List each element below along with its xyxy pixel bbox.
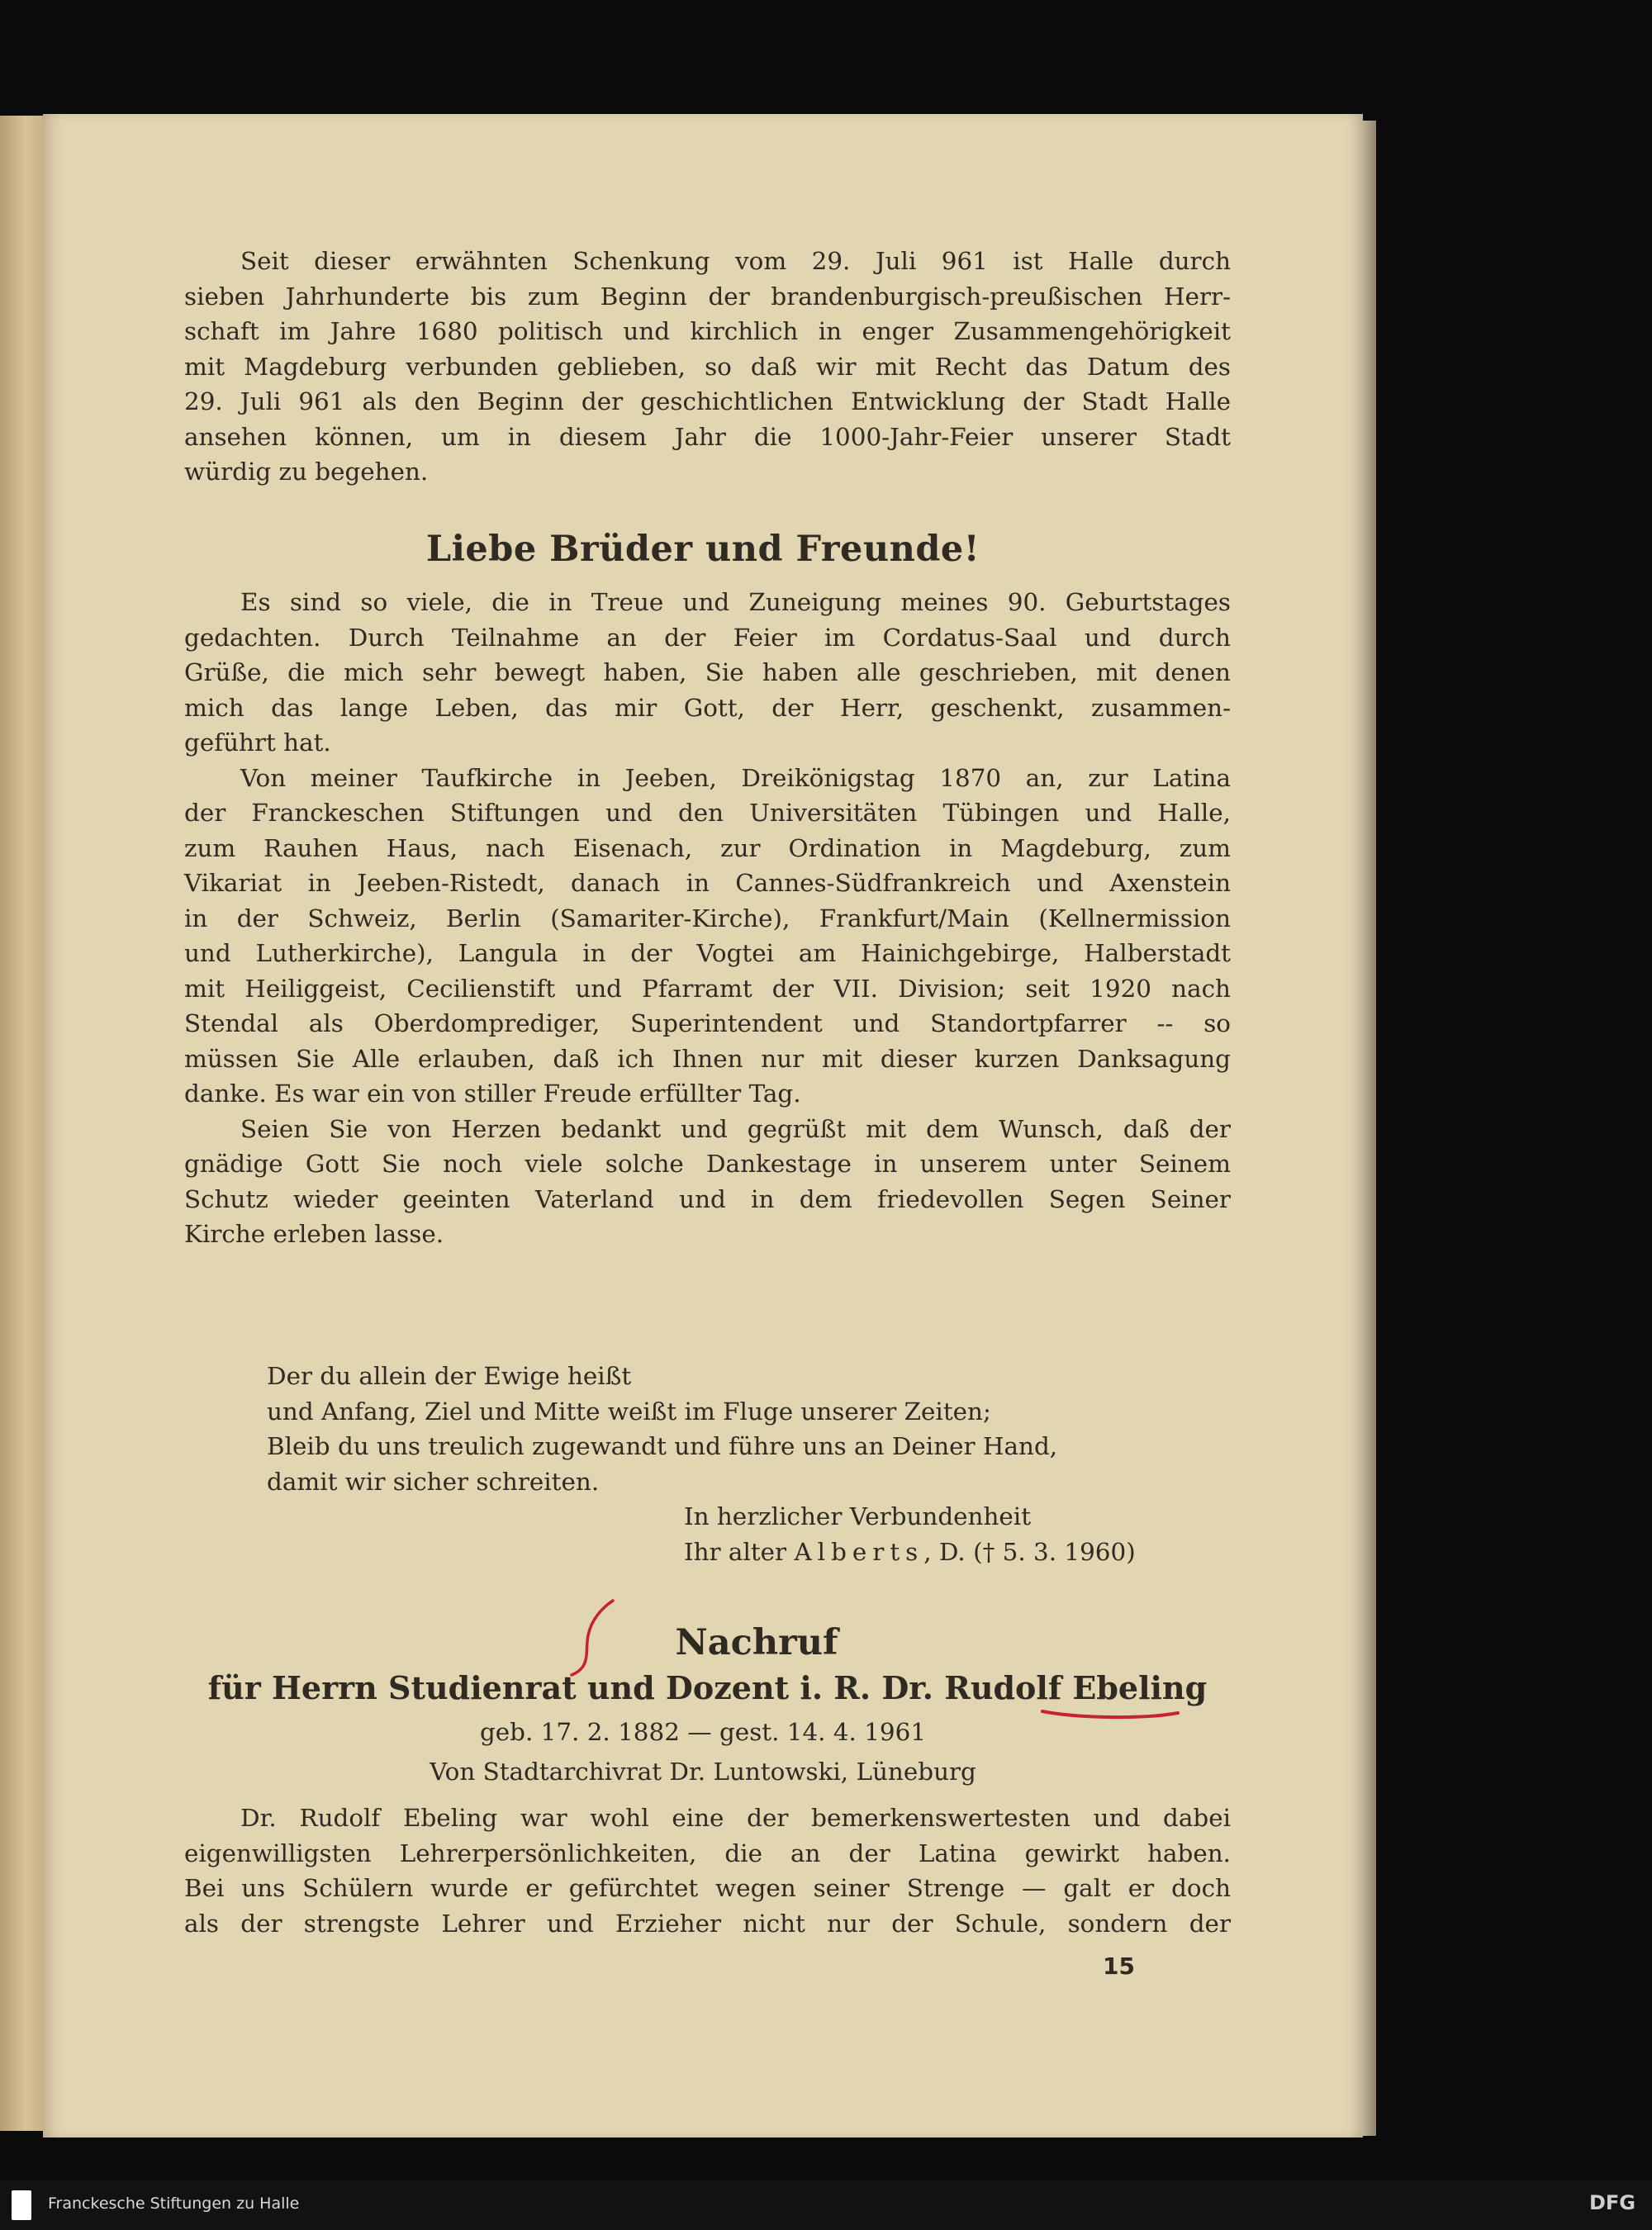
obituary-paragraph: [184, 1801, 1231, 1941]
signature-line: [684, 1535, 1136, 1570]
text-line: Dr. Rudolf Ebeling war wohl eine der bemerkenswertesten und dabei: [240, 1804, 1231, 1832]
institution-name: Franckesche Stiftungen zu Halle: [48, 2194, 300, 2213]
text-line: danke. Es war ein von stiller Freude erfüllter Tag.: [184, 1079, 801, 1108]
viewer-footer: [0, 2180, 1652, 2230]
obituary-subtitle: für Herrn Studienrat und Dozent i. R. Dr. Rudolf Ebeling: [207, 1669, 1208, 1706]
letter-signoff: [684, 1499, 1136, 1569]
text-line: mit Magdeburg verbunden geblieben, so daß wir mit Recht das Datum des: [184, 352, 1231, 381]
letter-heading: Liebe Brüder und Freunde!: [425, 529, 980, 570]
book-page: [43, 114, 1363, 2137]
text-line: Von meiner Taufkirche in Jeeben, Dreikönigstag 1870 an, zur Latina: [240, 763, 1231, 792]
signature-suffix: , D. († 5. 3. 1960): [923, 1537, 1136, 1566]
text-line: sieben Jahrhunderte bis zum Beginn der brandenburgisch-preußischen Herr-: [184, 282, 1231, 311]
text-line: würdig zu begehen.: [184, 458, 429, 486]
poem-line: Bleib du uns treulich zugewandt und führe uns an Deiner Hand,: [267, 1432, 1058, 1460]
text-line: geführt hat.: [184, 728, 331, 757]
obituary-author: Von Stadtarchivrat Dr. Luntowski, Lüneburg: [430, 1758, 976, 1786]
text-line: schaft im Jahre 1680 politisch und kirchlich in enger Zusammengehörigkeit: [184, 317, 1231, 345]
text-line: Seit dieser erwähnten Schenkung vom 29. Juli 961 ist Halle durch: [240, 247, 1231, 275]
letter-body: [184, 585, 1231, 1252]
text-line: Seien Sie von Herzen bedankt und gegrüßt mit dem Wunsch, daß der: [240, 1114, 1231, 1143]
intro-paragraph: [184, 244, 1231, 490]
text-line: gedachten. Durch Teilnahme an der Feier im Cordatus-Saal und durch: [184, 623, 1231, 652]
text-line: Es sind so viele, die in Treue und Zuneigung meines 90. Geburtstages: [240, 588, 1231, 616]
text-line: Schutz wieder geeinten Vaterland und in dem friedevollen Segen Seiner: [184, 1184, 1231, 1213]
text-line: müssen Sie Alle erlauben, daß ich Ihnen nur mit dieser kurzen Danksagung: [184, 1044, 1231, 1073]
text-line: in der Schweiz, Berlin (Samariter-Kirche), Frankfurt/Main (Kellnermission: [184, 904, 1231, 932]
text-line: Stendal als Oberdomprediger, Superintendent und Standortpfarrer -- so: [184, 1009, 1231, 1037]
poem-line: und Anfang, Ziel und Mitte weißt im Fluge unserer Zeiten;: [267, 1397, 991, 1426]
page-edge-shadow: [1363, 121, 1376, 2136]
poem-stanza: [267, 1359, 1057, 1499]
text-line: und Lutherkirche), Langula in der Vogtei am Hainichgebirge, Halberstadt: [184, 939, 1231, 967]
page-number: 15: [1103, 1952, 1135, 1980]
text-line: der Franckeschen Stiftungen und den Universitäten Tübingen und Halle,: [184, 799, 1231, 827]
adjacent-page-edge: [0, 116, 43, 2131]
poem-line: Der du allein der Ewige heißt: [267, 1362, 632, 1390]
obituary-dates: geb. 17. 2. 1882 — gest. 14. 4. 1961: [479, 1718, 927, 1746]
institution-logo-icon: [12, 2190, 31, 2220]
dfg-logo: DFG: [1588, 2191, 1635, 2214]
text-line: eigenwilligsten Lehrerpersönlichkeiten, die an der Latina gewirkt haben.: [184, 1839, 1231, 1867]
text-line: mich das lange Leben, das mir Gott, der Herr, geschenkt, zusammen-: [184, 693, 1231, 722]
text-line: mit Heiliggeist, Cecilienstift und Pfarramt der VII. Division; seit 1920 nach: [184, 974, 1231, 1003]
text-line: ansehen können, um in diesem Jahr die 1000-Jahr-Feier unserer Stadt: [184, 422, 1231, 451]
text-line: Kirche erleben lasse.: [184, 1220, 444, 1248]
signature-name: Alberts: [794, 1537, 924, 1566]
annotation-underline-mark: [1042, 1711, 1178, 1717]
text-line: Grüße, die mich sehr bewegt haben, Sie haben alle geschrieben, mit denen: [184, 658, 1231, 686]
text-line: 29. Juli 961 als den Beginn der geschichtlichen Entwicklung der Stadt Halle: [184, 387, 1231, 415]
text-line: gnädige Gott Sie noch viele solche Dankestage in unserem unter Seinem: [184, 1150, 1231, 1178]
text-line: Vikariat in Jeeben-Ristedt, danach in Cannes-Südfrankreich und Axenstein: [184, 869, 1231, 897]
poem-line: damit wir sicher schreiten.: [267, 1467, 600, 1496]
text-line: als der strengste Lehrer und Erzieher nicht nur der Schule, sondern der: [184, 1909, 1231, 1938]
obituary-title: Nachruf: [675, 1622, 838, 1663]
text-line: zum Rauhen Haus, nach Eisenach, zur Ordination in Magdeburg, zum: [184, 833, 1231, 862]
text-line: Bei uns Schülern wurde er gefürchtet wegen seiner Strenge — galt er doch: [184, 1874, 1231, 1902]
signature-prefix: Ihr alter: [684, 1537, 787, 1566]
closing-line: In herzlicher Verbundenheit: [684, 1502, 1032, 1530]
